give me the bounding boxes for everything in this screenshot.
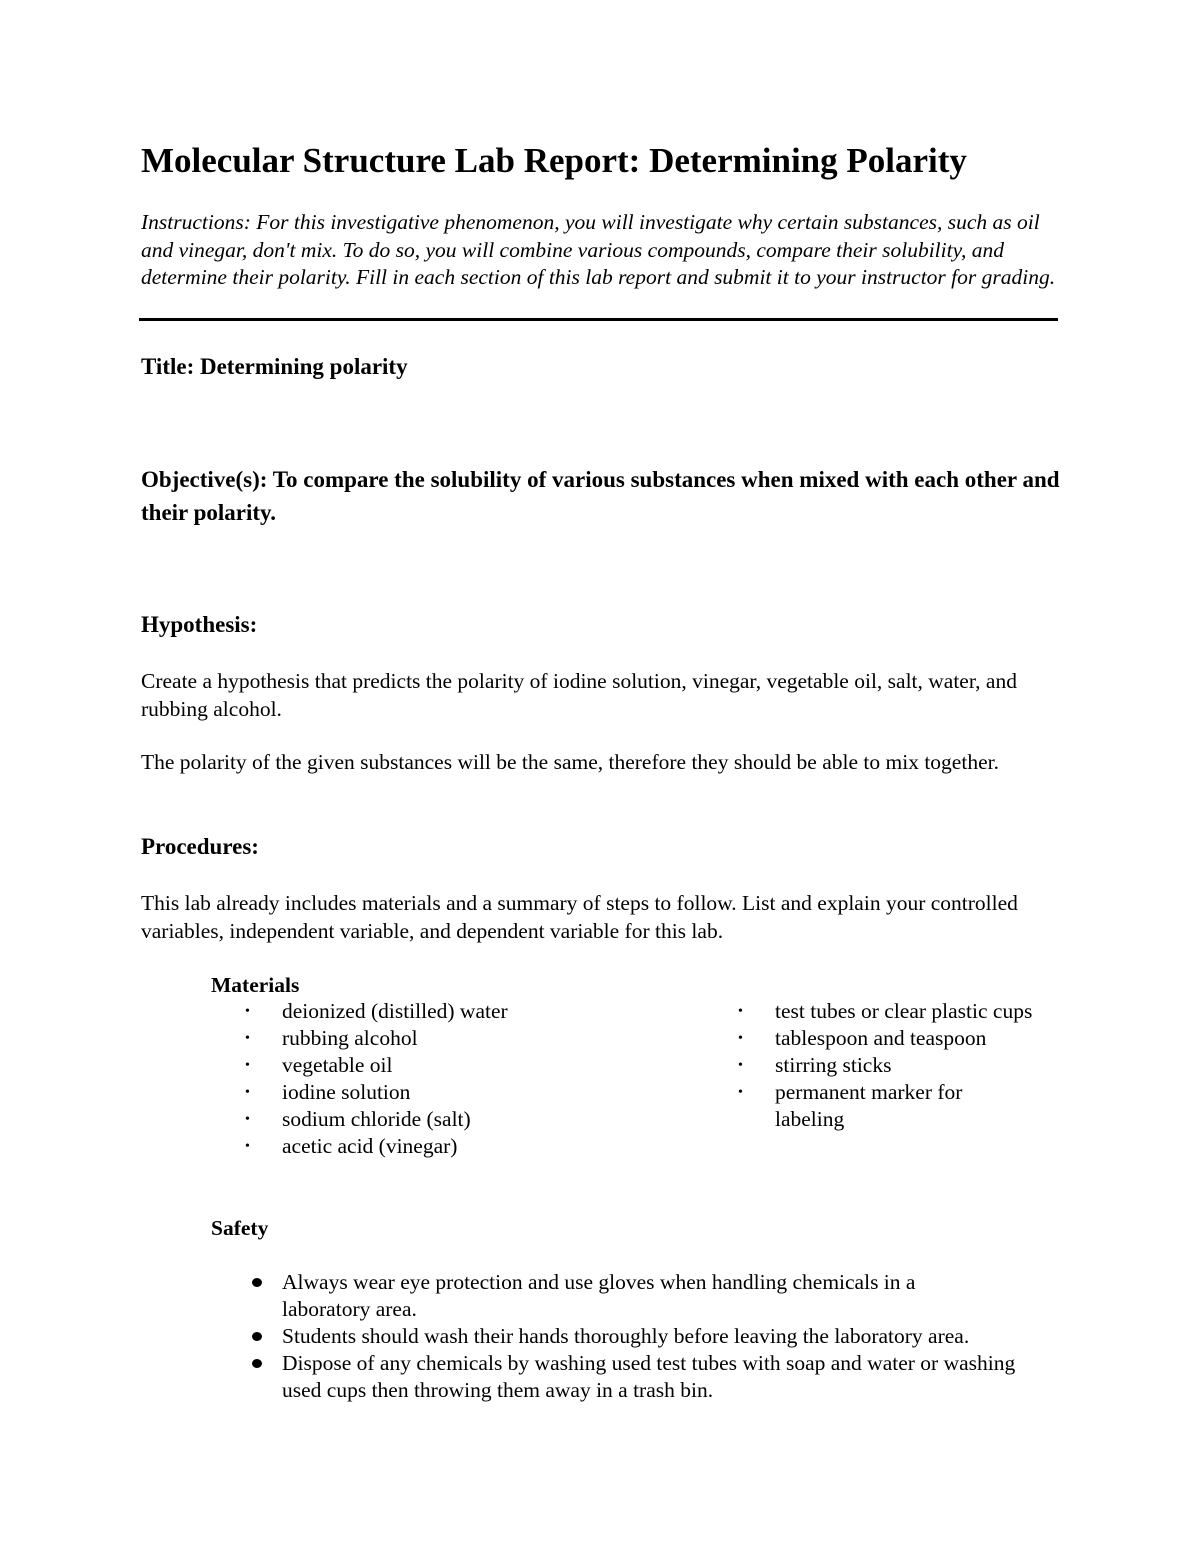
list-item: Always wear eye protection and use gloves when handling chemicals in a laboratory area.: [245, 1269, 982, 1323]
bullet-icon: •: [245, 1058, 250, 1073]
objective-text: Objective(s): To compare the solubility of various substances when mixed with each other and their polarity.: [141, 467, 1060, 525]
list-item: • tablespoon and teaspoon: [738, 1026, 987, 1050]
list-item: • rubbing alcohol: [245, 1026, 418, 1050]
hypothesis-prompt: Create a hypothesis that predicts the polarity of iodine solution, vinegar, vegetable oil, salt, water, and rubbing alcohol.: [141, 669, 1017, 721]
list-item: • permanent marker for labeling: [738, 1080, 963, 1131]
hypothesis-heading: Hypothesis:: [141, 612, 258, 637]
list-item: • vegetable oil: [245, 1053, 393, 1077]
bullet-icon: •: [738, 1031, 743, 1046]
list-item: • deionized (distilled) water: [245, 999, 508, 1023]
bullet-icon: •: [245, 1112, 250, 1127]
instructions-text: Instructions: For this investigative phenomenon, you will investigate why certain substances, such as oil and vinegar, don't mix. To do so, you will combine various compounds, compare their solubility, and determine their polarity. Fill in each section of this lab report and submit it to your instructor for grading.: [141, 210, 1056, 290]
list-item: • acetic acid (vinegar): [245, 1134, 458, 1158]
list-item: Students should wash their hands thoroughly before leaving the laboratory area.: [245, 1323, 1055, 1350]
safety-list: [245, 1269, 1055, 1404]
report-title: Title: Determining polarity: [141, 354, 408, 379]
bullet-icon: •: [245, 1085, 250, 1100]
bullet-icon: •: [245, 1139, 250, 1154]
bullet-icon: [252, 1359, 262, 1368]
bullet-icon: [252, 1278, 262, 1287]
procedures-heading: Procedures:: [141, 834, 259, 859]
bullet-icon: •: [738, 1058, 743, 1073]
list-item: • test tubes or clear plastic cups: [738, 999, 1033, 1023]
list-item: • sodium chloride (salt): [245, 1107, 471, 1131]
bullet-icon: •: [245, 1031, 250, 1046]
bullet-icon: •: [738, 1085, 743, 1100]
materials-heading: Materials: [211, 973, 300, 997]
bullet-icon: •: [245, 1004, 250, 1019]
page-title: Molecular Structure Lab Report: Determining Polarity: [141, 141, 967, 180]
bullet-icon: [252, 1332, 262, 1341]
hypothesis-answer: The polarity of the given substances will be the same, therefore they should be able to mix together.: [141, 750, 999, 774]
list-item: • stirring sticks: [738, 1053, 892, 1077]
procedures-prompt: This lab already includes materials and a summary of steps to follow. List and explain your controlled variables, independent variable, and dependent variable for this lab.: [141, 891, 1018, 943]
bullet-icon: •: [738, 1004, 743, 1019]
list-item: Dispose of any chemicals by washing used test tubes with soap and water or washing used cups then throwing them away in a trash bin.: [245, 1350, 1022, 1404]
safety-heading: Safety: [211, 1216, 269, 1240]
horizontal-divider: [139, 318, 1058, 321]
list-item: • iodine solution: [245, 1080, 411, 1104]
materials-list-right: [738, 998, 1078, 1133]
materials-list-left: [245, 998, 625, 1160]
